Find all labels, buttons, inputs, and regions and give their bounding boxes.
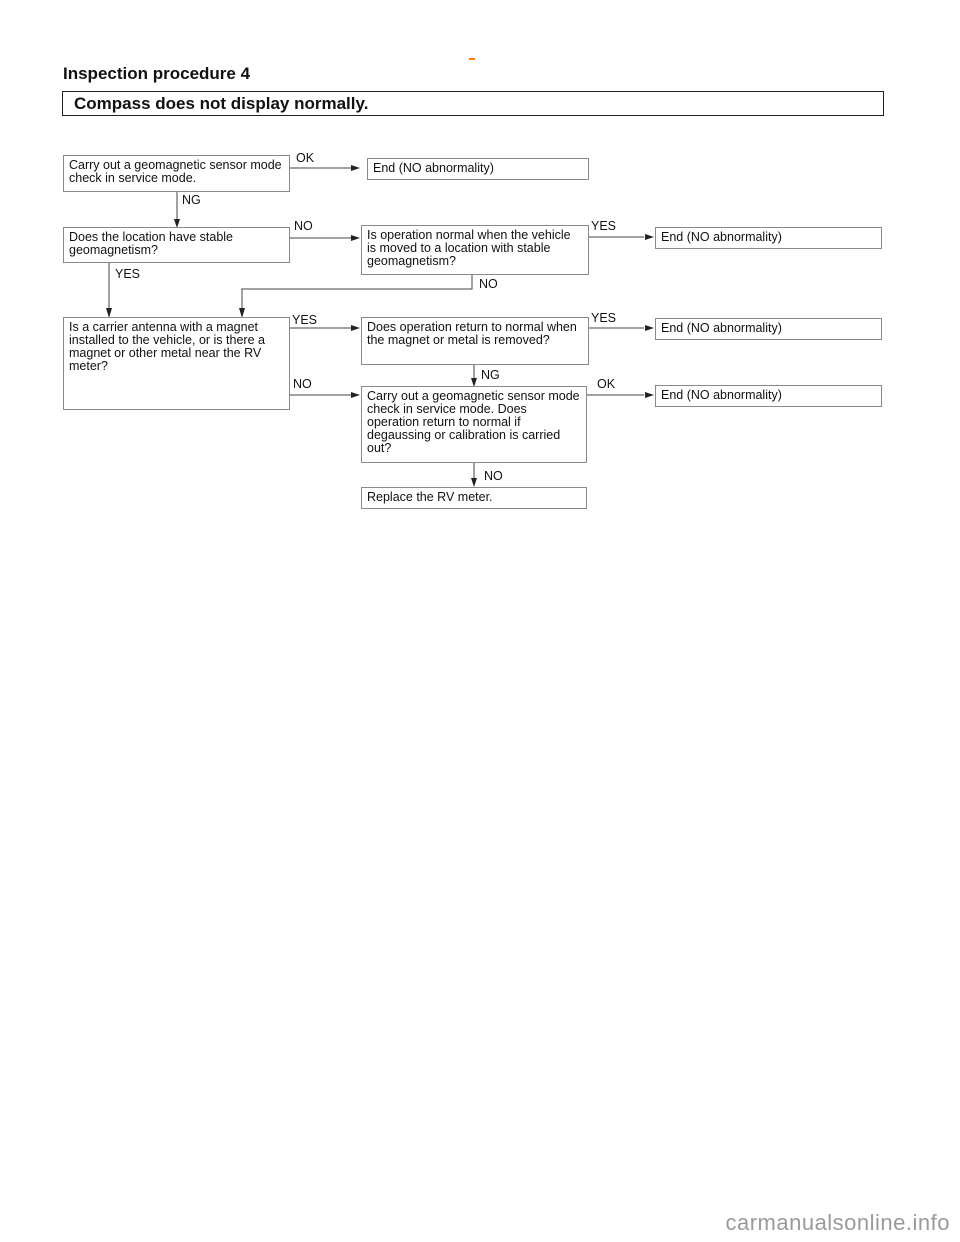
label-yes-4: YES: [591, 311, 617, 325]
label-ng-1: NG: [182, 193, 201, 207]
label-ok-1: OK: [296, 151, 315, 165]
degaussing-question-box: Carry out a geomagnetic sensor mode check in service mode. Does operation return to normal if degaussing or calibration is carried out?: [361, 386, 587, 463]
replace-meter-box: Replace the RV meter.: [361, 487, 587, 509]
check-sensor-mode-box: Carry out a geomagnetic sensor mode check in service mode.: [63, 155, 290, 192]
procedure-heading: Inspection procedure 4: [63, 64, 251, 83]
site-watermark: carmanualsonline.info: [725, 1210, 950, 1235]
label-yes-1: YES: [591, 219, 617, 233]
label-ng-2: NG: [481, 368, 500, 382]
end-box-3: End (NO abnormality): [655, 318, 882, 340]
end-box-1: End (NO abnormality): [367, 158, 589, 180]
symptom-title: Compass does not display normally.: [62, 91, 884, 116]
vehicle-moved-question-box: Is operation normal when the vehicle is moved to a location with stable geomagnetism?: [361, 225, 589, 275]
label-ok-2: OK: [597, 377, 616, 391]
label-yes-2: YES: [115, 267, 141, 281]
end-box-2: End (NO abnormality): [655, 227, 882, 249]
magnet-antenna-question-box: Is a carrier antenna with a magnet installed to the vehicle, or is there a magnet or other metal near the RV meter?: [63, 317, 290, 410]
label-no-2: NO: [479, 277, 498, 291]
magnet-removed-question-box: Does operation return to normal when the magnet or metal is removed?: [361, 317, 589, 365]
label-no-3: NO: [293, 377, 312, 391]
label-yes-3: YES: [292, 313, 318, 327]
label-no-1: NO: [294, 219, 313, 233]
end-box-4: End (NO abnormality): [655, 385, 882, 407]
stable-location-question-box: Does the location have stable geomagnetism?: [63, 227, 290, 263]
label-no-4: NO: [484, 469, 503, 483]
